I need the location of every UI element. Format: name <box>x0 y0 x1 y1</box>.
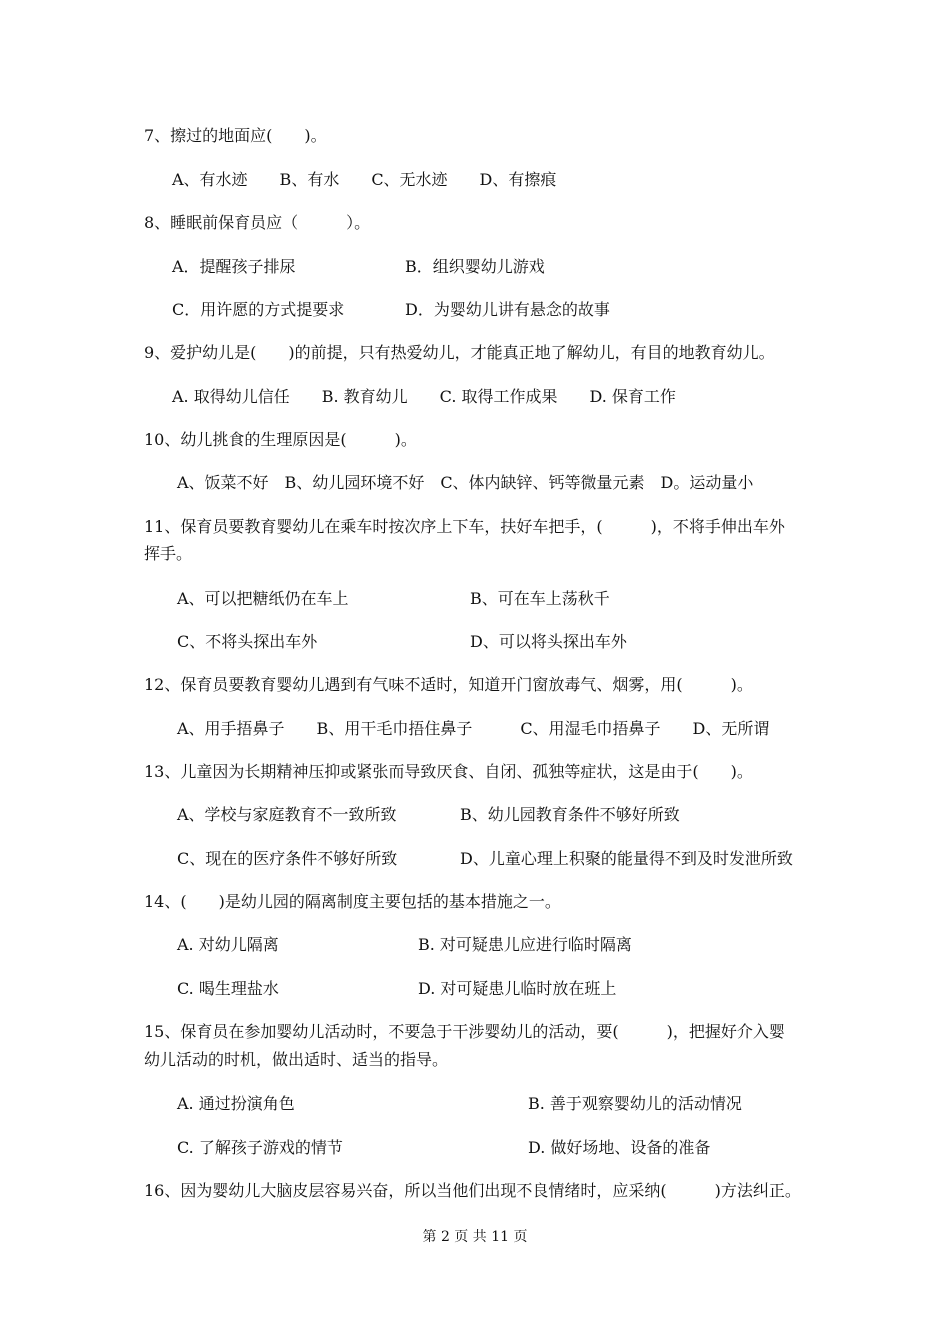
q11-option-b: B、可在车上荡秋千 <box>470 589 610 608</box>
q14-option-c: C. 喝生理盐水 <box>177 979 279 998</box>
q7-options: A、有水迹 B、有水 C、无水迹 D、有擦痕 <box>172 170 557 189</box>
question-16: 16、因为婴幼儿大脑皮层容易兴奋，所以当他们出现不良情绪时，应采纳( )方法纠正。 <box>144 1181 801 1200</box>
q8-option-b: B．组织婴幼儿游戏 <box>405 257 545 276</box>
q8-option-d: D．为婴幼儿讲有悬念的故事 <box>405 300 610 319</box>
q9-options: A. 取得幼儿信任 B. 教育幼儿 C. 取得工作成果 D. 保育工作 <box>172 387 676 406</box>
q11-option-d: D、可以将头探出车外 <box>470 632 627 651</box>
q8-option-c: C．用许愿的方式提要求 <box>172 300 345 319</box>
q14-option-b: B. 对可疑患儿应进行临时隔离 <box>418 935 632 954</box>
q11-option-a: A、可以把糖纸仍在车上 <box>177 589 349 608</box>
question-14: 14、( )是幼儿园的隔离制度主要包括的基本措施之一。 <box>144 892 561 911</box>
page-number-footer: 第 2 页 共 11 页 <box>422 1229 528 1245</box>
q13-option-c: C、现在的医疗条件不够好所致 <box>177 849 398 868</box>
q12-options: A、用手捂鼻子 B、用干毛巾捂住鼻子 C、用湿毛巾捂鼻子 D、无所谓 <box>177 719 770 738</box>
question-7: 7、擦过的地面应( )。 <box>144 126 327 145</box>
q13-option-d: D、儿童心理上积聚的能量得不到及时发泄所致 <box>460 849 793 868</box>
question-9: 9、爱护幼儿是( )的前提，只有热爱幼儿，才能真正地了解幼儿，有目的地教育幼儿。 <box>144 343 775 362</box>
q10-options: A、饭菜不好 B、幼儿园环境不好 C、体内缺锌、钙等微量元素 D。运动量小 <box>177 473 754 492</box>
q14-option-a: A. 对幼儿隔离 <box>177 935 279 954</box>
q13-option-b: B、幼儿园教育条件不够好所致 <box>460 805 680 824</box>
q13-option-a: A、学校与家庭教育不一致所致 <box>177 805 397 824</box>
question-12: 12、保育员要教育婴幼儿遇到有气味不适时，知道开门窗放毒气、烟雾，用( )。 <box>144 675 753 694</box>
question-8: 8、睡眠前保育员应（ ）。 <box>144 213 371 232</box>
q15-option-d: D. 做好场地、设备的准备 <box>528 1138 711 1157</box>
question-15-line2: 幼儿活动的时机，做出适时、适当的指导。 <box>144 1050 449 1069</box>
question-11-line2: 挥手。 <box>144 544 193 563</box>
q15-option-b: B. 善于观察婴幼儿的活动情况 <box>528 1094 742 1113</box>
question-15: 15、保育员在参加婴幼儿活动时，不要急于干涉婴幼儿的活动，要( )，把握好介入婴 <box>144 1022 785 1041</box>
q8-option-a: A．提醒孩子排尿 <box>172 257 296 276</box>
question-13: 13、儿童因为长期精神压抑或紧张而导致厌食、自闭、孤独等症状，这是由于( )。 <box>144 762 753 781</box>
q15-option-a: A. 通过扮演角色 <box>177 1094 295 1113</box>
q11-option-c: C、不将头探出车外 <box>177 632 318 651</box>
q15-option-c: C. 了解孩子游戏的情节 <box>177 1138 343 1157</box>
question-11: 11、保育员要教育婴幼儿在乘车时按次序上下车，扶好车把手，( )，不将手伸出车外 <box>144 517 785 536</box>
question-10: 10、幼儿挑食的生理原因是( )。 <box>144 430 417 449</box>
q14-option-d: D. 对可疑患儿临时放在班上 <box>418 979 617 998</box>
